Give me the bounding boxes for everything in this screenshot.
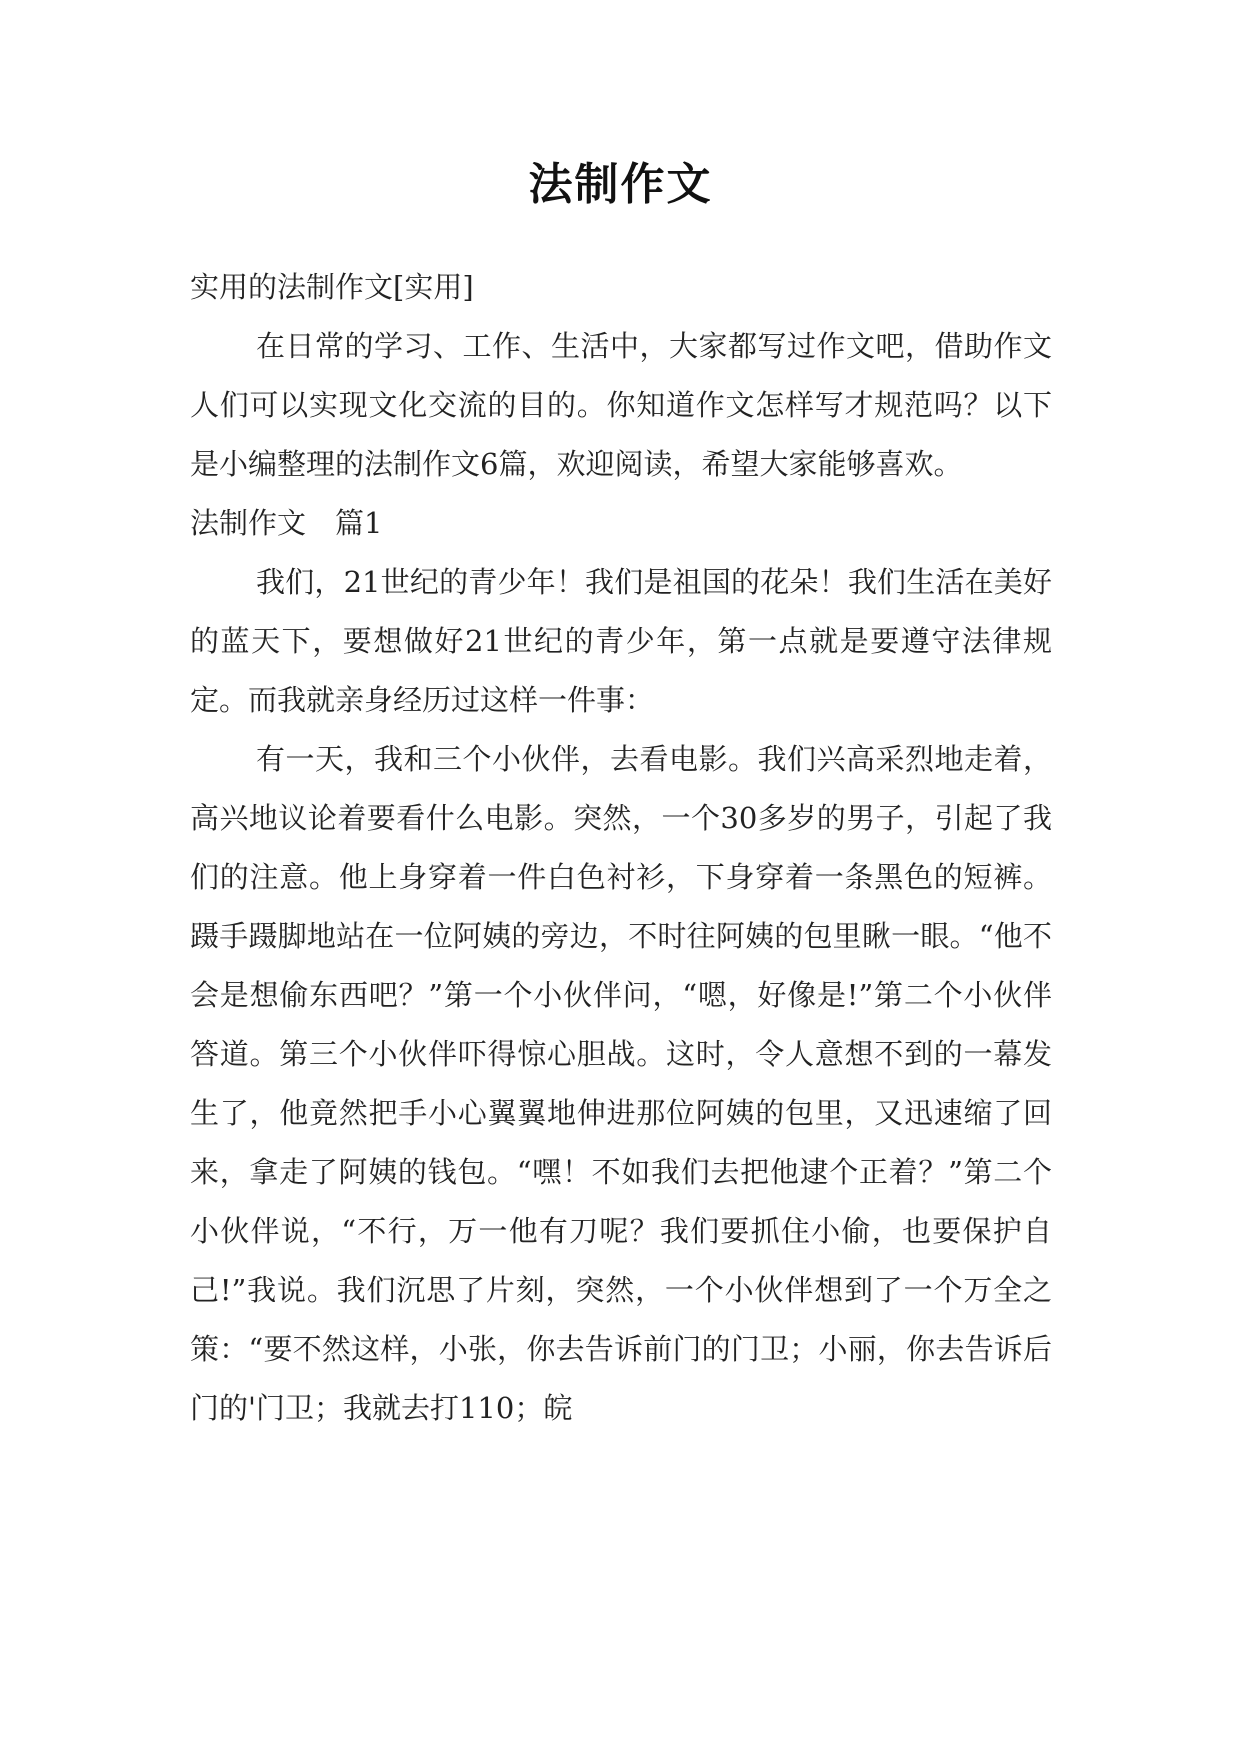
intro-paragraph: 在日常的学习、工作、生活中，大家都写过作文吧，借助作文人们可以实现文化交流的目的。你知道作文怎样写才规范吗？以下是小编整理的法制作文6篇，欢迎阅读，希望大家能够喜欢。 xyxy=(190,329,1052,481)
body-paragraph: 我们，21世纪的青少年！我们是祖国的花朵！我们生活在美好的蓝天下，要想做好21世纪的青少年，第一点就是要遵守法律规定。而我就亲身经历过这样一件事： xyxy=(190,565,1052,717)
article-heading: 实用的法制作文[实用] xyxy=(190,270,474,304)
body-paragraph: 有一天，我和三个小伙伴，去看电影。我们兴高采烈地走着，高兴地议论着要看什么电影。突然，一个30多岁的男子，引起了我们的注意。他上身穿着一件白色衬衫，下身穿着一条黑色的短裤。蹑手蹑脚地站在一位阿姨的旁边，不时往阿姨的包里瞅一眼。“他不会是想偷东西吧？”第一个小伙伴问，“嗯，好像是!”第二个小伙伴答道。第三个小伙伴吓得惊心胆战。这时，令人意想不到的一幕发生了，他竟然把手小心翼翼地伸进那位阿姨的包里，又迅速缩了回来，拿走了阿姨的钱包。“嘿！不如我们去把他逮个正着？”第二个小伙伴说，“不行，万一他有刀呢？我们要抓住小偷，也要保护自己!”我说。我们沉思了片刻，突然，一个小伙伴想到了一个万全之策：“要不然这样，小张，你去告诉前门的门卫；小丽，你去告诉后门的'门卫；我就去打110；皖 xyxy=(190,742,1052,1425)
document-title: 法制作文 xyxy=(528,159,713,210)
document-body xyxy=(190,258,1052,1438)
section-heading: 法制作文 篇1 xyxy=(190,506,383,540)
